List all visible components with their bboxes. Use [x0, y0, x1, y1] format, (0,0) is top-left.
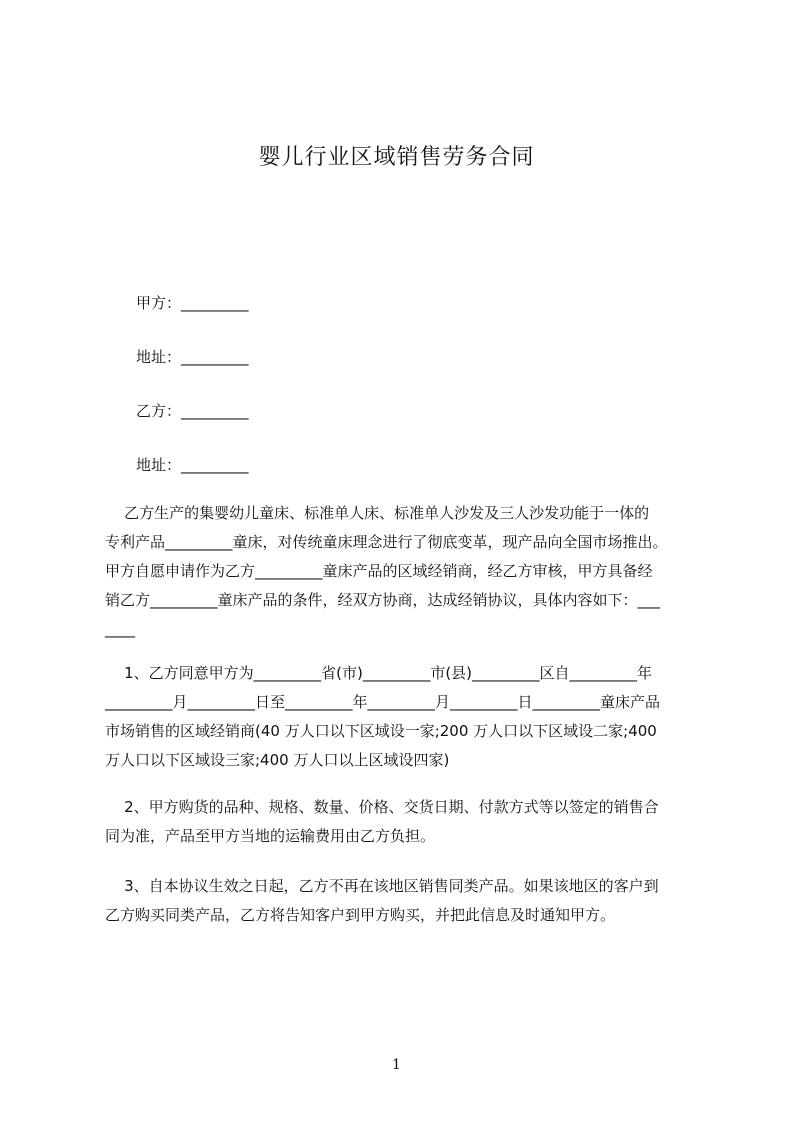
clause-1-line: 市场销售的区域经销商(40 万人口以下区域设一家;200 万人口以下区域设二家;400	[105, 722, 657, 740]
intro-line: 乙方生产的集婴幼儿童床、标准单人床、标准单人沙发及三人沙发功能于一体的	[105, 504, 650, 522]
page-number: 1	[392, 1057, 401, 1073]
intro-line: ____	[105, 620, 135, 638]
intro-line: 甲方自愿申请作为乙方_________童床产品的区域经销商，经乙方审核，甲方具备经	[105, 562, 653, 580]
intro-paragraph	[105, 499, 705, 644]
intro-line: 销乙方_________童床产品的条件，经双方协商，达成经销协议，具体内容如下：___	[105, 591, 661, 609]
clause-1-line: 1、乙方同意甲方为_________省(市)_________市(县)_________区自_________年	[105, 664, 653, 682]
party-b-field: 乙方：_________	[136, 402, 249, 420]
party-a-address-field: 地址：_________	[136, 348, 249, 366]
document-title: 婴儿行业区域销售劳务合同	[258, 145, 535, 170]
clause-3-line: 乙方购买同类产品，乙方将告知客户到甲方购买，并把此信息及时通知甲方。	[105, 906, 616, 924]
clause-3-line: 3、自本协议生效之日起，乙方不再在该地区销售同类产品。如果该地区的客户到	[105, 877, 659, 895]
clause-2-line: 同为准，产品至甲方当地的运输费用由乙方负担。	[105, 827, 436, 845]
party-b-address-field: 地址：_________	[136, 456, 249, 474]
intro-line: 专利产品_________童床，对传统童床理念进行了彻底变革，现产品向全国市场推出。	[105, 533, 668, 551]
clause-1-paragraph	[105, 659, 705, 775]
clause-2-line: 2、甲方购货的品种、规格、数量、价格、交货日期、付款方式等以签定的销售合	[105, 798, 659, 816]
party-a-field: 甲方：_________	[136, 294, 249, 312]
clause-3-paragraph	[105, 872, 705, 930]
clause-2-paragraph	[105, 793, 705, 851]
clause-1-line: 万人口以下区域设三家;400 万人口以上区域设四家)	[105, 751, 450, 769]
clause-1-line: _________月_________日至_________年_________月_________日_________童床产品	[105, 693, 661, 711]
